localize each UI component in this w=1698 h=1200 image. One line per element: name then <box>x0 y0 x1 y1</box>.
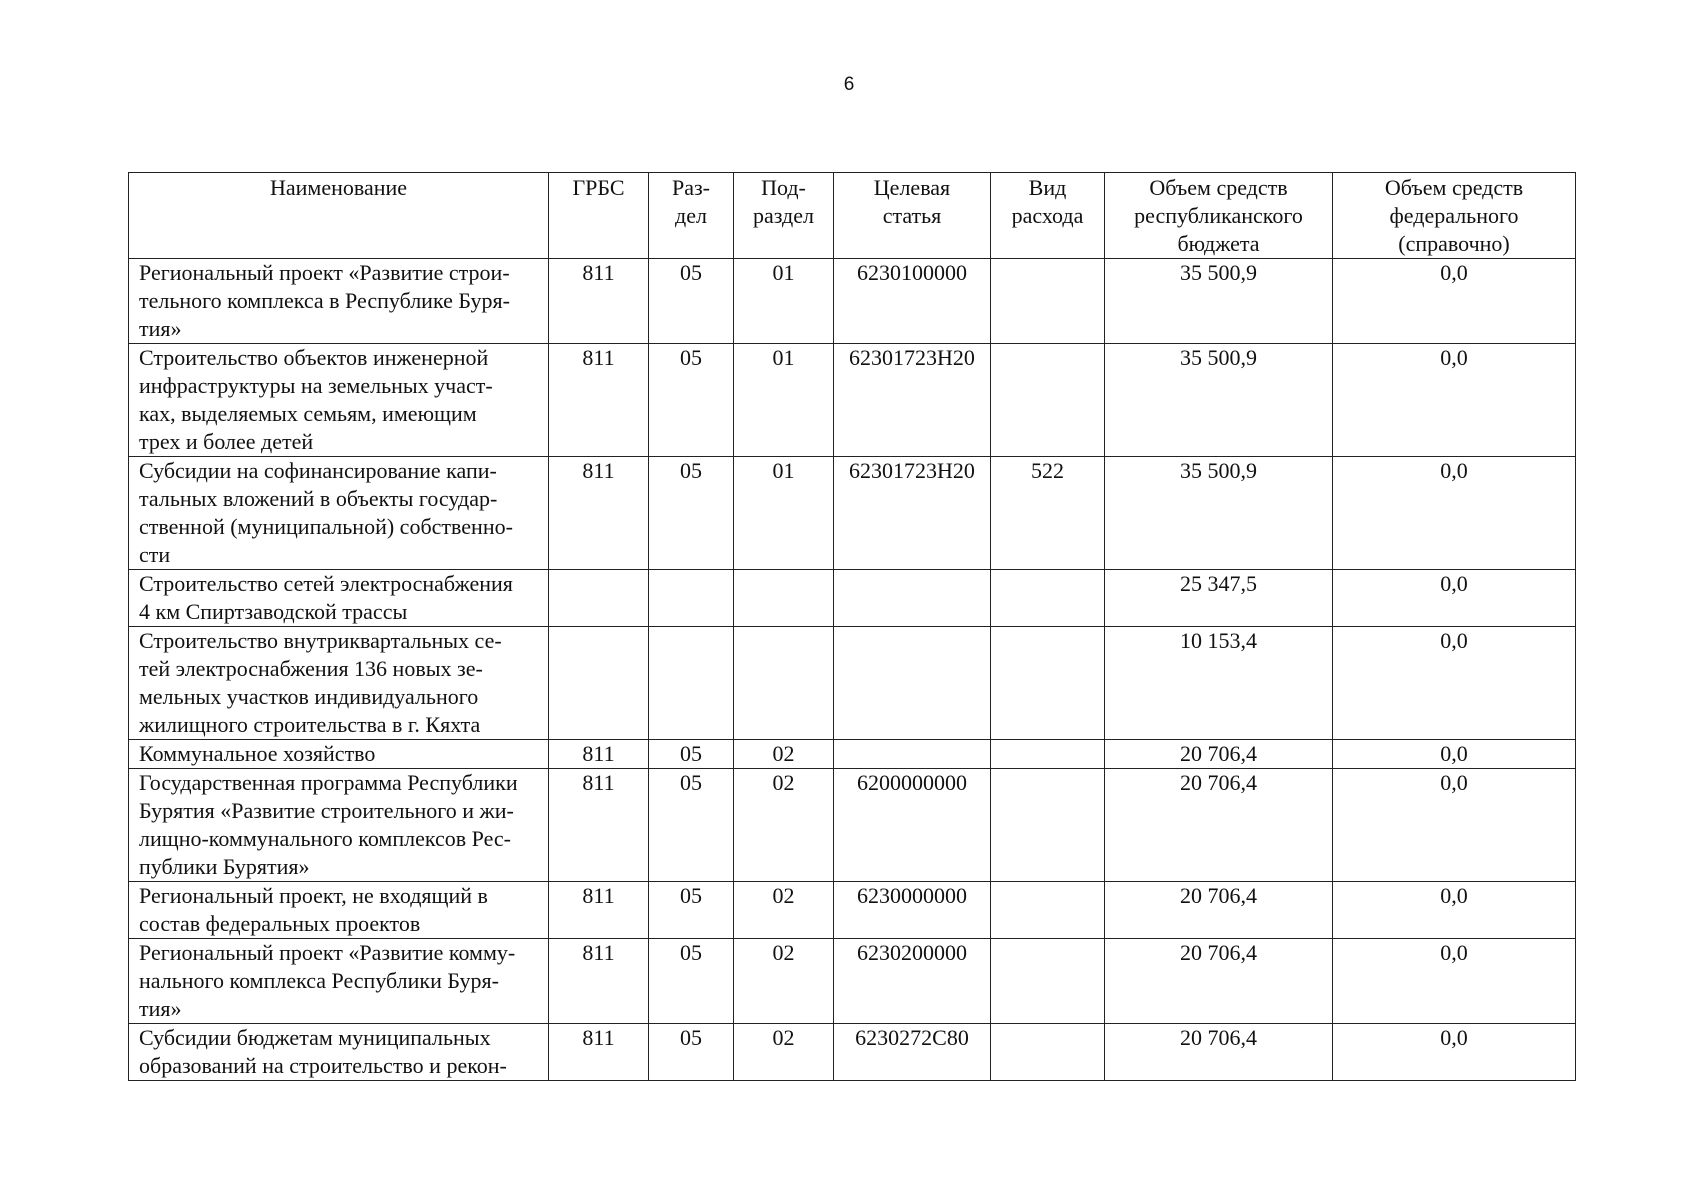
cell-name-line: тия» <box>139 996 182 1021</box>
cell-name-line: 4 км Спиртзаводской трассы <box>139 599 408 624</box>
cell-razdel <box>649 570 734 627</box>
header-tselevaya-statya: Целевая статья <box>834 173 991 259</box>
cell-podrazdel: 02 <box>734 740 834 769</box>
cell-name <box>129 1024 549 1081</box>
table-row <box>129 259 1576 344</box>
cell-name-line: Строительство внутриквартальных се- <box>139 628 502 653</box>
cell-name <box>129 769 549 882</box>
cell-tselevaya-statya: 62301723Н20 <box>834 344 991 457</box>
cell-tselevaya-statya: 6230200000 <box>834 939 991 1024</box>
cell-republic-budget: 20 706,4 <box>1105 740 1333 769</box>
cell-federal-budget: 0,0 <box>1333 939 1576 1024</box>
cell-razdel: 05 <box>649 457 734 570</box>
header-name: Наименование <box>129 173 549 259</box>
cell-tselevaya-statya: 62301723Н20 <box>834 457 991 570</box>
cell-name-line: Строительство сетей электроснабжения <box>139 571 513 596</box>
cell-grbs: 811 <box>549 259 649 344</box>
cell-federal-budget: 0,0 <box>1333 344 1576 457</box>
cell-federal-budget: 0,0 <box>1333 259 1576 344</box>
budget-table <box>128 172 1576 1081</box>
table-row <box>129 939 1576 1024</box>
cell-tselevaya-statya <box>834 740 991 769</box>
cell-razdel: 05 <box>649 882 734 939</box>
cell-name-line: трех и более детей <box>139 429 314 454</box>
table-row <box>129 769 1576 882</box>
cell-vid-raskhoda <box>991 740 1105 769</box>
cell-grbs: 811 <box>549 1024 649 1081</box>
header-row <box>129 173 1576 259</box>
cell-grbs: 811 <box>549 939 649 1024</box>
header-vid-raskhoda: Вид расхода <box>991 173 1105 259</box>
cell-podrazdel <box>734 627 834 740</box>
cell-podrazdel: 01 <box>734 344 834 457</box>
cell-vid-raskhoda <box>991 259 1105 344</box>
cell-name-line: Бурятия «Развитие строительного и жи- <box>139 798 514 823</box>
cell-podrazdel <box>734 570 834 627</box>
cell-name-line: лищно-коммунального комплексов Рес- <box>139 826 512 851</box>
header-podrazdel: Под- раздел <box>734 173 834 259</box>
cell-grbs: 811 <box>549 457 649 570</box>
cell-tselevaya-statya: 6230100000 <box>834 259 991 344</box>
cell-name-line: тельного комплекса в Республике Буря- <box>139 288 510 313</box>
cell-razdel: 05 <box>649 344 734 457</box>
cell-grbs <box>549 627 649 740</box>
cell-name-line: ках, выделяемых семьям, имеющим <box>139 401 477 426</box>
cell-name-line: публики Бурятия» <box>139 854 310 879</box>
cell-republic-budget: 10 153,4 <box>1105 627 1333 740</box>
cell-podrazdel: 02 <box>734 1024 834 1081</box>
table-row <box>129 1024 1576 1081</box>
cell-name-line: мельных участков индивидуального <box>139 684 479 709</box>
cell-republic-budget: 20 706,4 <box>1105 769 1333 882</box>
cell-grbs: 811 <box>549 882 649 939</box>
header-republic-budget: Объем средств республиканского бюджета <box>1105 173 1333 259</box>
cell-podrazdel: 02 <box>734 882 834 939</box>
cell-tselevaya-statya: 6200000000 <box>834 769 991 882</box>
cell-name-line: Коммунальное хозяйство <box>139 741 376 766</box>
cell-grbs: 811 <box>549 740 649 769</box>
cell-name <box>129 344 549 457</box>
cell-name <box>129 939 549 1024</box>
cell-podrazdel: 01 <box>734 457 834 570</box>
cell-razdel: 05 <box>649 740 734 769</box>
cell-republic-budget: 20 706,4 <box>1105 882 1333 939</box>
cell-name-line: сти <box>139 542 171 567</box>
cell-federal-budget: 0,0 <box>1333 570 1576 627</box>
table-row <box>129 457 1576 570</box>
cell-federal-budget: 0,0 <box>1333 1024 1576 1081</box>
cell-republic-budget: 35 500,9 <box>1105 344 1333 457</box>
cell-federal-budget: 0,0 <box>1333 769 1576 882</box>
cell-name-line: нального комплекса Республики Буря- <box>139 968 499 993</box>
cell-grbs: 811 <box>549 344 649 457</box>
cell-name-line: ственной (муниципальной) собственно- <box>139 514 513 539</box>
cell-name <box>129 259 549 344</box>
cell-name <box>129 457 549 570</box>
cell-tselevaya-statya: 6230000000 <box>834 882 991 939</box>
cell-name-line: Государственная программа Республики <box>139 770 518 795</box>
cell-name-line: образований на строительство и рекон- <box>139 1053 507 1078</box>
cell-republic-budget: 35 500,9 <box>1105 259 1333 344</box>
cell-podrazdel: 01 <box>734 259 834 344</box>
cell-name-line: Региональный проект «Развитие строи- <box>139 260 510 285</box>
cell-vid-raskhoda <box>991 1024 1105 1081</box>
cell-republic-budget: 25 347,5 <box>1105 570 1333 627</box>
cell-federal-budget: 0,0 <box>1333 627 1576 740</box>
cell-razdel <box>649 627 734 740</box>
table-row <box>129 740 1576 769</box>
cell-name-line: Региональный проект, не входящий в <box>139 883 488 908</box>
cell-name-line: тия» <box>139 316 182 341</box>
page-number: 6 <box>843 74 855 95</box>
header-federal-budget: Объем средств федерального (справочно) <box>1333 173 1576 259</box>
cell-grbs: 811 <box>549 769 649 882</box>
cell-podrazdel: 02 <box>734 939 834 1024</box>
cell-vid-raskhoda <box>991 627 1105 740</box>
cell-grbs <box>549 570 649 627</box>
header-grbs: ГРБС <box>549 173 649 259</box>
table-row <box>129 627 1576 740</box>
cell-vid-raskhoda <box>991 570 1105 627</box>
cell-name <box>129 882 549 939</box>
cell-name <box>129 627 549 740</box>
table-row <box>129 882 1576 939</box>
cell-name <box>129 740 549 769</box>
cell-tselevaya-statya <box>834 627 991 740</box>
cell-name <box>129 570 549 627</box>
cell-federal-budget: 0,0 <box>1333 457 1576 570</box>
cell-republic-budget: 20 706,4 <box>1105 939 1333 1024</box>
cell-name-line: жилищного строительства в г. Кяхта <box>139 712 481 737</box>
table-row <box>129 570 1576 627</box>
cell-federal-budget: 0,0 <box>1333 882 1576 939</box>
cell-name-line: Региональный проект «Развитие комму- <box>139 940 516 965</box>
cell-vid-raskhoda <box>991 344 1105 457</box>
table-row <box>129 344 1576 457</box>
cell-razdel: 05 <box>649 769 734 882</box>
cell-razdel: 05 <box>649 939 734 1024</box>
cell-name-line: Субсидии на софинансирование капи- <box>139 458 497 483</box>
cell-name-line: инфраструктуры на земельных участ- <box>139 373 493 398</box>
cell-federal-budget: 0,0 <box>1333 740 1576 769</box>
cell-name-line: Строительство объектов инженерной <box>139 345 489 370</box>
cell-vid-raskhoda <box>991 939 1105 1024</box>
header-razdel: Раз- дел <box>649 173 734 259</box>
cell-republic-budget: 20 706,4 <box>1105 1024 1333 1081</box>
cell-razdel: 05 <box>649 259 734 344</box>
cell-tselevaya-statya <box>834 570 991 627</box>
cell-vid-raskhoda <box>991 769 1105 882</box>
cell-name-line: тальных вложений в объекты государ- <box>139 486 498 511</box>
cell-razdel: 05 <box>649 1024 734 1081</box>
cell-republic-budget: 35 500,9 <box>1105 457 1333 570</box>
cell-tselevaya-statya: 6230272С80 <box>834 1024 991 1081</box>
cell-vid-raskhoda: 522 <box>991 457 1105 570</box>
cell-podrazdel: 02 <box>734 769 834 882</box>
cell-vid-raskhoda <box>991 882 1105 939</box>
cell-name-line: Субсидии бюджетам муниципальных <box>139 1025 491 1050</box>
cell-name-line: тей электроснабжения 136 новых зе- <box>139 656 483 681</box>
cell-name-line: состав федеральных проектов <box>139 911 421 936</box>
